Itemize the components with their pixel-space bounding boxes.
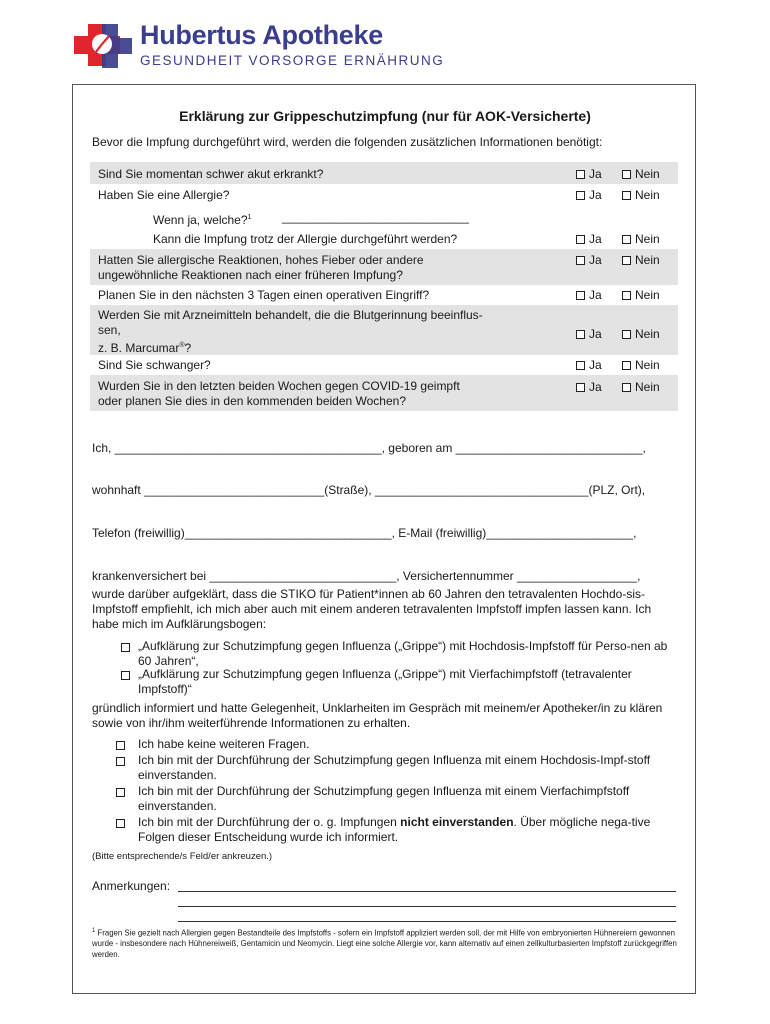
consent-vierfach: Ich bin mit der Durchführung der Schutzimpfung gegen Influenza mit einem Vierfachimpfstoff einverstanden. [138,784,630,813]
checkbox[interactable] [622,235,631,244]
hint-text: (Bitte entsprechende/s Feld/er ankreuzen.) [92,851,273,862]
checkbox[interactable] [622,361,631,370]
checkbox[interactable] [116,788,125,797]
option-yes[interactable]: Ja [576,188,602,202]
checkbox[interactable] [576,191,585,200]
bogen-option-hochdosis: „Aufklärung zur Schutzimpfung gegen Influenza („Grippe“) mit Hochdosis-Impfstoff für Perso-nen ab 60 Jahren“, [138,639,668,668]
option-no[interactable]: Nein [622,188,660,202]
option-yes[interactable]: Ja [576,327,602,341]
remarks-label: Anmerkungen: [92,879,171,893]
checkbox[interactable] [576,170,585,179]
consent-hochdosis: Ich bin mit der Durchführung der Schutzimpfung gegen Influenza mit einem Hochdosis-Impf-stoff einverstanden. [138,753,651,782]
remarks-line[interactable] [178,921,676,922]
checkbox[interactable] [622,256,631,265]
option-no[interactable]: Nein [622,327,660,341]
consent-no-questions: Ich habe keine weiteren Fragen. [138,737,310,751]
checkbox[interactable] [622,330,631,339]
question-allergy: Haben Sie eine Allergie? [98,188,230,202]
question-surgery: Planen Sie in den nächsten 3 Tagen einen operativen Eingriff? [98,288,430,302]
informed-paragraph: gründlich informiert und hatte Gelegenheit, Unklarheiten im Gespräch mit meinem/er Apotheker/in zu klären sowie von ihr/ihm weiterführende Informationen zu erhalten. [92,701,663,730]
question-pregnant: Sind Sie schwanger? [98,358,211,372]
option-no[interactable]: Nein [622,232,660,246]
checkbox[interactable] [576,235,585,244]
remarks-line[interactable] [178,906,676,907]
checkbox[interactable] [116,757,125,766]
option-no[interactable]: Nein [622,358,660,372]
option-no[interactable]: Nein [622,380,660,394]
checkbox[interactable] [622,191,631,200]
checkbox[interactable] [121,671,130,680]
field-address[interactable]: wohnhaft ___________________________(Straße), ________________________________(PLZ, Ort), [92,483,646,497]
checkbox[interactable] [116,741,125,750]
checkbox[interactable] [622,170,631,179]
bogen-option-vierfach: „Aufklärung zur Schutzimpfung gegen Influenza („Grippe“) mit Vierfachimpfstoff (tetravalenter Impfstoff)“ [138,667,632,696]
question-prior-reactions: Hatten Sie allergische Reaktionen, hohes Fieber oder andere ungewöhnliche Reaktionen nach einer früheren Impfung? [98,253,424,282]
option-yes[interactable]: Ja [576,358,602,372]
field-name-birth[interactable]: Ich, ________________________________________, geboren am ____________________________, [92,441,646,455]
checkbox[interactable] [576,256,585,265]
brand-name: Hubertus Apotheke [140,20,383,50]
question-allergy-ok: Kann die Impfung trotz der Allergie durchgeführt werden? [153,232,458,246]
option-yes[interactable]: Ja [576,167,602,181]
option-yes[interactable]: Ja [576,253,602,267]
option-no[interactable]: Nein [622,167,660,181]
checkbox[interactable] [622,383,631,392]
option-no[interactable]: Nein [622,288,660,302]
checkbox[interactable] [576,291,585,300]
form-intro: Bevor die Impfung durchgeführt wird, werden die folgenden zusätzlichen Informationen benötigt: [92,135,603,149]
checkbox[interactable] [576,361,585,370]
checkbox[interactable] [622,291,631,300]
option-yes[interactable]: Ja [576,380,602,394]
question-which-allergy: Wenn ja, welche?$^1$ [153,213,252,227]
brand-tagline: GESUNDHEIT VORSORGE ERNÄHRUNG [140,53,445,68]
field-insurance[interactable]: krankenversichert bei ____________________________, Versichertennummer __________________, [92,569,641,583]
option-yes[interactable]: Ja [576,288,602,302]
question-anticoagulants: Werden Sie mit Arzneimitteln behandelt, die die Blutgerinnung beeinflus- sen, z. B. Marcumar®? [98,308,483,355]
pharmacy-cross-logo-icon [72,22,134,70]
allergy-blank-line[interactable]: ____________________________ [282,210,469,224]
question-covid: Wurden Sie in den letzten beiden Wochen gegen COVID-19 geimpft oder planen Sie dies in den kommenden beiden Wochen? [98,379,460,408]
checkbox[interactable] [121,643,130,652]
statement-paragraph: wurde darüber aufgeklärt, dass die STIKO für Patient*innen ab 60 Jahren den tetravalenten Hochdo-sis-Impfstoff empfiehlt, ich mich aber auch mit einem anderen tetravalenten Impfstoff impfen lassen kann. Ich habe mich im Aufklärungsbogen: [92,587,652,631]
remarks-line[interactable] [178,891,676,892]
option-no[interactable]: Nein [622,253,660,267]
field-contact[interactable]: Telefon (freiwillig)_______________________________, E-Mail (freiwillig)______________________, [92,526,637,540]
checkbox[interactable] [116,819,125,828]
consent-decline: Ich bin mit der Durchführung der o. g. Impfungen nicht einverstanden. Über mögliche nega-tive Folgen dieser Entscheidung wurde ich informiert. [138,815,651,844]
checkbox[interactable] [576,383,585,392]
checkbox[interactable] [576,330,585,339]
form-title: Erklärung zur Grippeschutzimpfung (nur für AOK-Versicherte) [179,108,591,124]
footnote: $^1$ Fragen Sie gezielt nach Allergien gegen Bestandteile des Impfstoffs - sofern ein Impfstoff appliziert werden soll, der mit Hilfe von embryonierten Hühnereiern gewonnen wurde - insbesondere nach Hühnereiweiß, Gentamicin und Neomycin. Liegt eine solche Allergie vor, kann alternativ auf einen zellkulturbasierten Impfstoff zurückgegriffen werden. [92,928,677,959]
option-yes[interactable]: Ja [576,232,602,246]
question-acute-illness: Sind Sie momentan schwer akut erkrankt? [98,167,324,181]
